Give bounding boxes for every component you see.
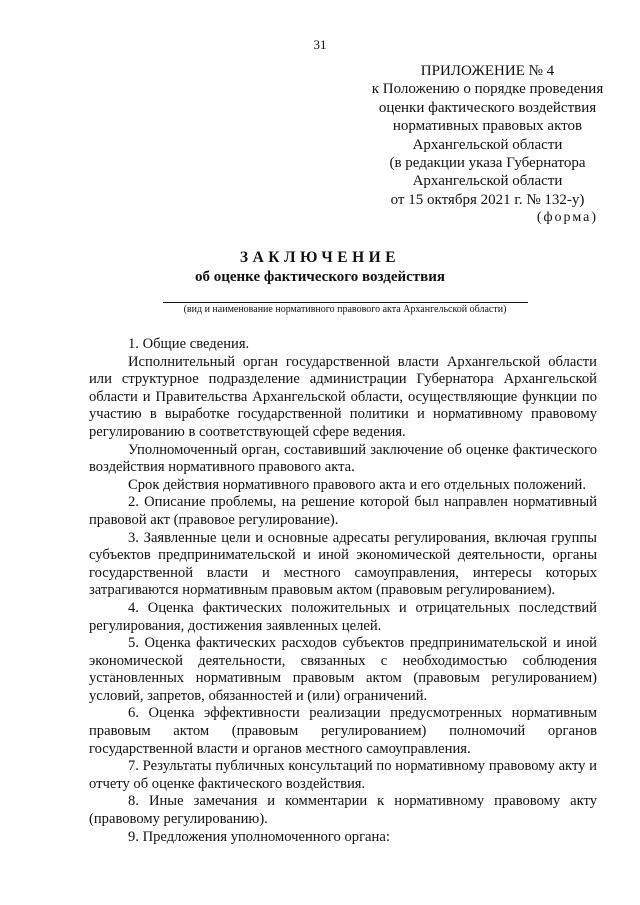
section-paragraph: 6. Оценка эффективности реализации предусмотренных нормативным правовым актом (правовым регулированием) полномочий органов государственной власти и органов местного самоуправления. xyxy=(89,705,597,757)
section-paragraph: 8. Иные замечания и комментарии к нормативному правовому акту (правовому регулированию). xyxy=(89,793,597,828)
appendix-line: к Положению о порядке проведения xyxy=(371,81,604,98)
section-paragraph: Уполномоченный орган, составивший заключение об оценке фактического воздействия нормативного правового акта. xyxy=(89,441,597,476)
appendix-line: нормативных правовых актов xyxy=(392,118,583,135)
appendix-line: оценки фактического воздействия xyxy=(378,99,597,116)
appendix-heading: ПРИЛОЖЕНИЕ № 4 xyxy=(420,63,555,79)
form-label: (форма) xyxy=(536,210,598,225)
fill-in-line xyxy=(163,302,528,303)
document-subtitle: об оценке фактического воздействия xyxy=(194,269,446,285)
fill-in-caption: (вид и наименование нормативного правового акта Архангельской области) xyxy=(183,304,507,315)
section-paragraph: 1. Общие сведения. xyxy=(128,336,250,352)
page-number: 31 xyxy=(313,37,327,52)
appendix-line: (в редакции указа Губернатора xyxy=(389,155,586,172)
appendix-block xyxy=(355,62,620,209)
section-paragraph: 4. Оценка фактических положительных и отрицательных последствий регулирования, достижения заявленных целей. xyxy=(89,599,597,634)
appendix-line: Архангельской области xyxy=(412,136,563,153)
document-body xyxy=(89,336,597,846)
section-paragraph: 9. Предложения уполномоченного органа: xyxy=(128,828,390,845)
section-paragraph: 2. Описание проблемы, на решение которой был направлен нормативный правовой акт (правовое регулирование). xyxy=(89,494,597,528)
document-title: ЗАКЛЮЧЕНИЕ xyxy=(239,249,401,266)
appendix-line: от 15 октября 2021 г. № 132-у) xyxy=(390,191,585,208)
section-paragraph: 5. Оценка фактических расходов субъектов предпринимательской и иной экономической деятельности, связанных с необходимостью соблюдения установленных нормативным правовым актом (правовым регулированием) условий, запретов, обязанностей и (или) ограничений. xyxy=(89,635,597,704)
section-paragraph: Исполнительный орган государственной власти Архангельской области или структурное подразделение администрации Губернатора Архангельской области и Правительства Архангельской области, осуществляющие функции по участию в выработке государственной политики и нормативному правовому регулированию в соответствующей сфере ведения. xyxy=(89,353,597,440)
section-paragraph: 3. Заявленные цели и основные адресаты регулирования, включая группы субъектов предпринимательской и иной экономической деятельности, органы государственной власти и местного самоуправления, интересы которых затрагиваются нормативным правовым актом (правовым регулированием). xyxy=(89,529,597,599)
section-paragraph: 7. Результаты публичных консультаций по нормативному правовому акту и отчету об оценке фактического воздействия. xyxy=(89,758,597,792)
section-paragraph: Срок действия нормативного правового акта и его отдельных положений. xyxy=(128,476,587,493)
appendix-line: Архангельской области xyxy=(412,173,563,190)
